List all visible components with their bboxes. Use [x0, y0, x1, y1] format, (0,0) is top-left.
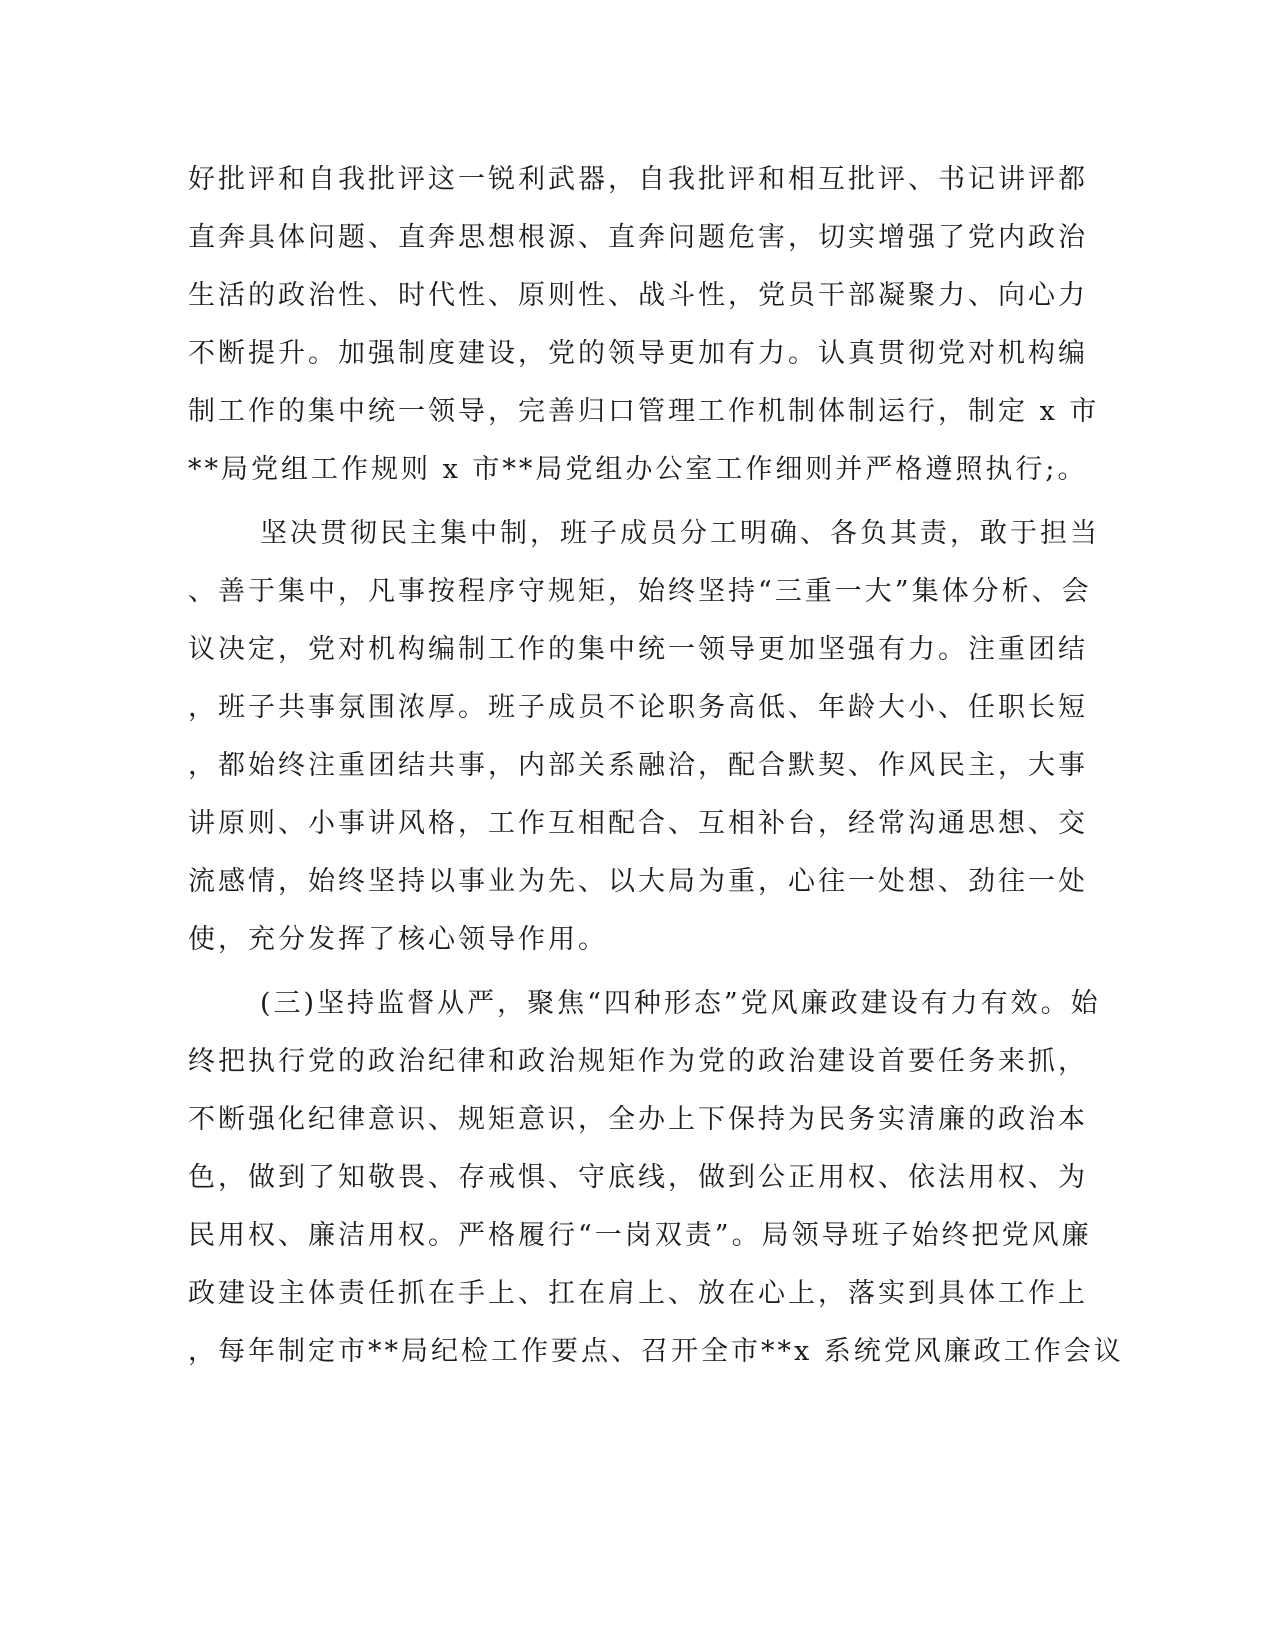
text-line: 终把执行党的政治纪律和政治规矩作为党的政治建设首要任务来抓，: [188, 1046, 1088, 1077]
text-line: 制工作的集中统一领导，完善归口管理工作机制体制运行，制定 x 市: [188, 396, 1100, 427]
text-line: 政建设主体责任抓在手上、扛在肩上、放在心上，落实到具体工作上: [188, 1278, 1088, 1309]
paragraph-start-line: 坚决贯彻民主集中制，班子成员分工明确、各负其责，敢于担当: [260, 518, 1100, 549]
text-line: 生活的政治性、时代性、原则性、战斗性，党员干部凝聚力、向心力: [188, 280, 1088, 311]
text-line: ，都始终注重团结共事，内部关系融洽，配合默契、作风民主，大事: [188, 750, 1088, 781]
text-line: ，班子共事氛围浓厚。班子成员不论职务高低、年龄大小、任职长短: [188, 692, 1088, 723]
text-line: 好批评和自我批评这一锐利武器，自我批评和相互批评、书记讲评都: [188, 164, 1088, 195]
text-line: 讲原则、小事讲风格，工作互相配合、互相补台，经常沟通思想、交: [188, 808, 1088, 839]
text-line: 不断强化纪律意识、规矩意识，全办上下保持为民务实清廉的政治本: [188, 1104, 1088, 1135]
text-line: 色，做到了知敬畏、存戒惧、守底线，做到公正用权、依法用权、为: [188, 1162, 1088, 1193]
text-line: 直奔具体问题、直奔思想根源、直奔问题危害，切实增强了党内政治: [188, 222, 1088, 253]
text-line: 不断提升。加强制度建设，党的领导更加有力。认真贯彻党对机构编: [188, 338, 1088, 369]
text-line: 、善于集中，凡事按程序守规矩，始终坚持“三重一大”集体分析、会: [188, 576, 1092, 607]
text-line: 民用权、廉洁用权。严格履行“一岗双责”。局领导班子始终把党风廉: [188, 1220, 1092, 1251]
text-line: **局党组工作规则 x 市**局党组办公室工作细则并严格遵照执行;。: [188, 454, 1088, 485]
section-heading-line: (三)坚持监督从严，聚焦“四种形态”党风廉政建设有力有效。始: [260, 988, 1101, 1019]
text-line: 使，充分发挥了核心领导作用。: [188, 924, 608, 955]
text-line: ，每年制定市**局纪检工作要点、召开全市**x 系统党风廉政工作会议: [188, 1336, 1124, 1367]
text-line: 议决定，党对机构编制工作的集中统一领导更加坚强有力。注重团结: [188, 634, 1088, 665]
text-line: 流感情，始终坚持以事业为先、以大局为重，心往一处想、劲往一处: [188, 866, 1088, 897]
